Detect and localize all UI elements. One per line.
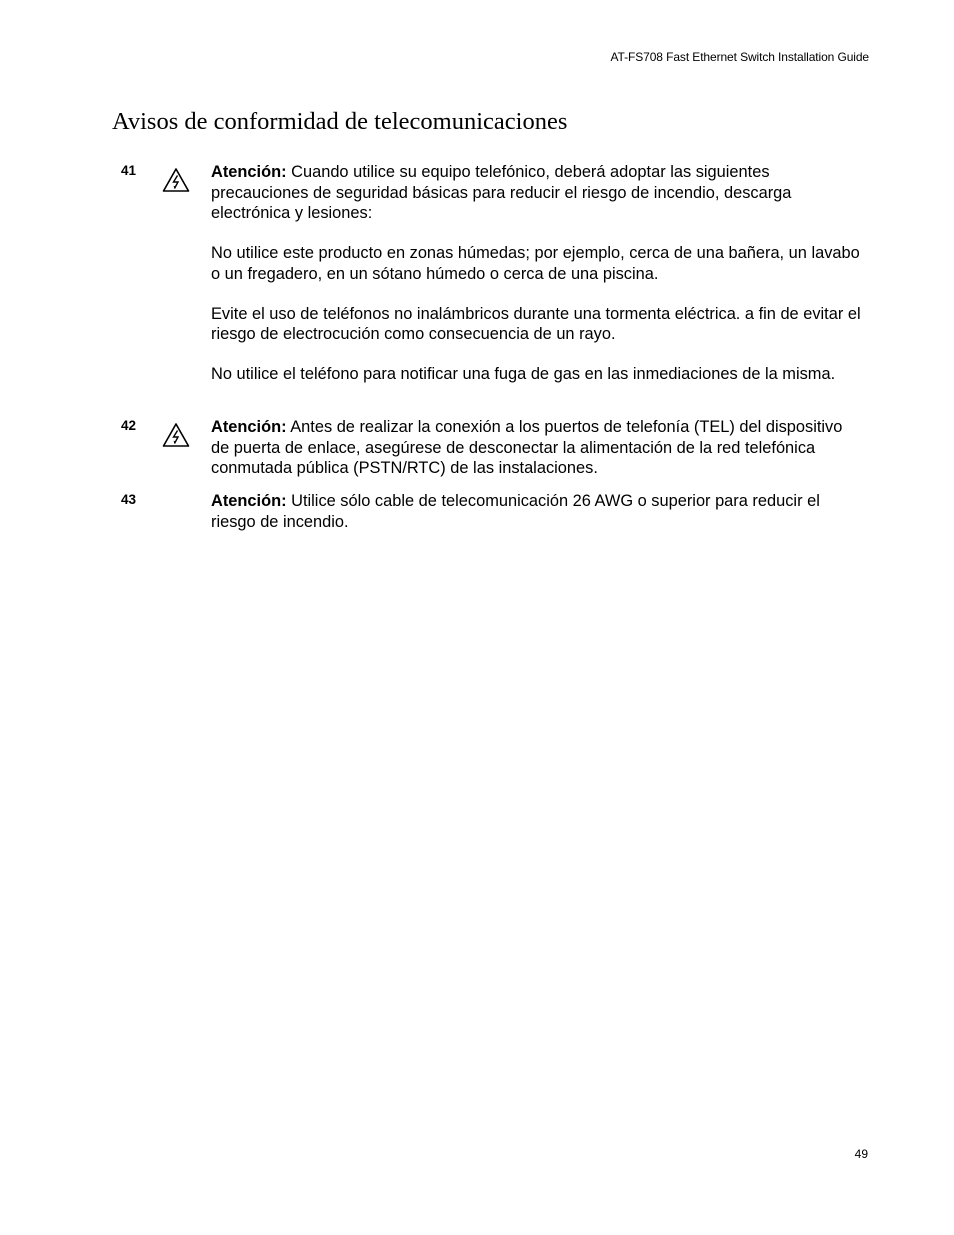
page-number: 49 bbox=[854, 1147, 868, 1161]
warning-lead: Cuando utilice su equipo telefónico, deberá adoptar las siguientes precauciones de seguridad básicas para reducir el riesgo de incendio, descarga electrónica y lesiones: bbox=[211, 163, 792, 222]
electrical-hazard-icon bbox=[162, 422, 190, 448]
warning-lead: Antes de realizar la conexión a los puertos de telefonía (TEL) del dispositivo de puerta de enlace, asegúrese de desconectar la alimentación de la red telefónica conmutada pública (PSTN/RTC) de las instalaciones. bbox=[211, 418, 843, 477]
warning-lead-paragraph bbox=[211, 162, 861, 224]
electrical-hazard-icon bbox=[162, 167, 190, 193]
warning-text bbox=[211, 417, 861, 479]
attention-label: Atención: bbox=[211, 492, 287, 510]
attention-label: Atención: bbox=[211, 163, 287, 181]
warning-lead-paragraph bbox=[211, 491, 861, 532]
warning-number: 42 bbox=[121, 418, 137, 433]
section-title: Avisos de conformidad de telecomunicaciones bbox=[112, 108, 568, 135]
warning-paragraph: Evite el uso de teléfonos no inalámbricos durante una tormenta eléctrica. a fin de evitar el riesgo de electrocución como consecuencia de un rayo. bbox=[211, 304, 861, 343]
warning-text bbox=[211, 491, 861, 532]
warning-number: 43 bbox=[121, 492, 137, 507]
warning-paragraph: No utilice el teléfono para notificar una fuga de gas en las inmediaciones de la misma. bbox=[211, 365, 836, 383]
warning-lead-paragraph bbox=[211, 417, 861, 479]
warning-number: 41 bbox=[121, 163, 137, 178]
warning-lead: Utilice sólo cable de telecomunicación 26 AWG o superior para reducir el riesgo de incendio. bbox=[211, 492, 820, 531]
warning-paragraph: No utilice este producto en zonas húmedas; por ejemplo, cerca de una bañera, un lavabo o un fregadero, en un sótano húmedo o cerca de una piscina. bbox=[211, 244, 860, 283]
warning-text bbox=[211, 162, 861, 385]
attention-label: Atención: bbox=[211, 418, 287, 436]
running-header: AT-FS708 Fast Ethernet Switch Installation Guide bbox=[610, 50, 869, 64]
